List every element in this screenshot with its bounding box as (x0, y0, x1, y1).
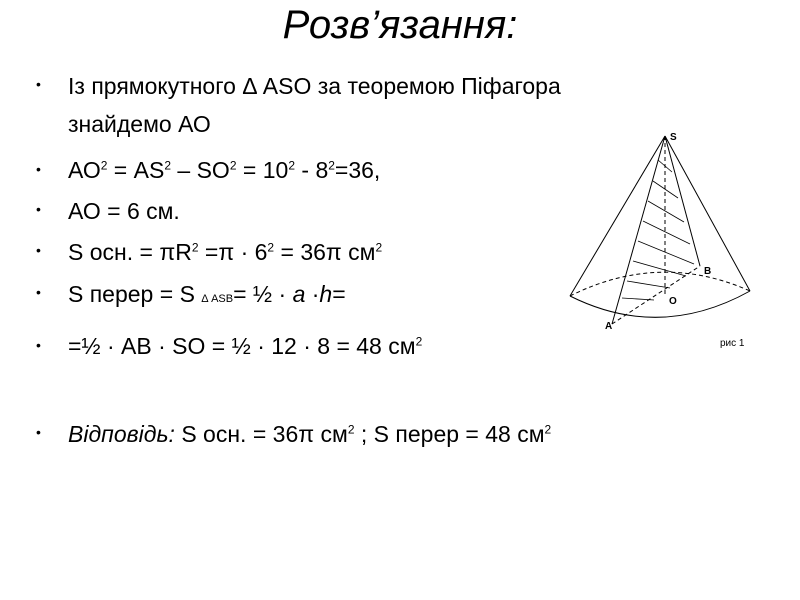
section-area-equation: S перер = S Δ ASB= ½ · a ·h= (68, 281, 346, 307)
bullet-5: • (36, 284, 41, 300)
vertex-label-a: A (605, 321, 613, 332)
bullet-3: • (36, 201, 41, 217)
bullet-4: • (36, 242, 41, 258)
cone-diagram (560, 126, 770, 356)
statement-line-2: знайдемо АО (68, 111, 211, 137)
chord-ab (612, 266, 700, 324)
ao-result: АО = 6 см. (68, 198, 180, 224)
bullet-2: • (36, 161, 41, 177)
answer-label: Відповідь: (68, 421, 175, 447)
section-hatching (622, 160, 694, 300)
vertex-label-o: O (669, 296, 677, 307)
answer-line: Відповідь: S осн. = 36π $см^2$ ; S перер = 48 $см^2$ (68, 421, 552, 447)
edge-sa (612, 136, 665, 324)
base-area-equation: S осн. = $\pi R^2 =\pi \cdot 6^2 = 36\pi$ $см^2$ (68, 239, 383, 265)
edge-sb (665, 136, 700, 266)
bullet-6: • (36, 337, 41, 353)
vertex-label-b: B (704, 266, 712, 277)
vertex-label-s: S (670, 132, 677, 143)
statement-line-1: Із прямокутного Δ ASO за теоремою Піфагора (68, 73, 561, 99)
bullet-7: • (36, 424, 41, 440)
cone-left-generatrix (570, 136, 665, 296)
pythagoras-equation: $АО^2 = AS^2 - SO^2 = 10^2 - 8^2=36$, (68, 157, 381, 183)
figure-caption: рис 1 (720, 338, 745, 349)
slide-title: Розв’язання: (282, 3, 518, 47)
base-front-arc (570, 291, 750, 317)
section-area-result: =½ · АВ · SO = ½ · 12 · 8 = 48 $см^2$ (68, 333, 423, 359)
bullet-1: • (36, 76, 41, 92)
